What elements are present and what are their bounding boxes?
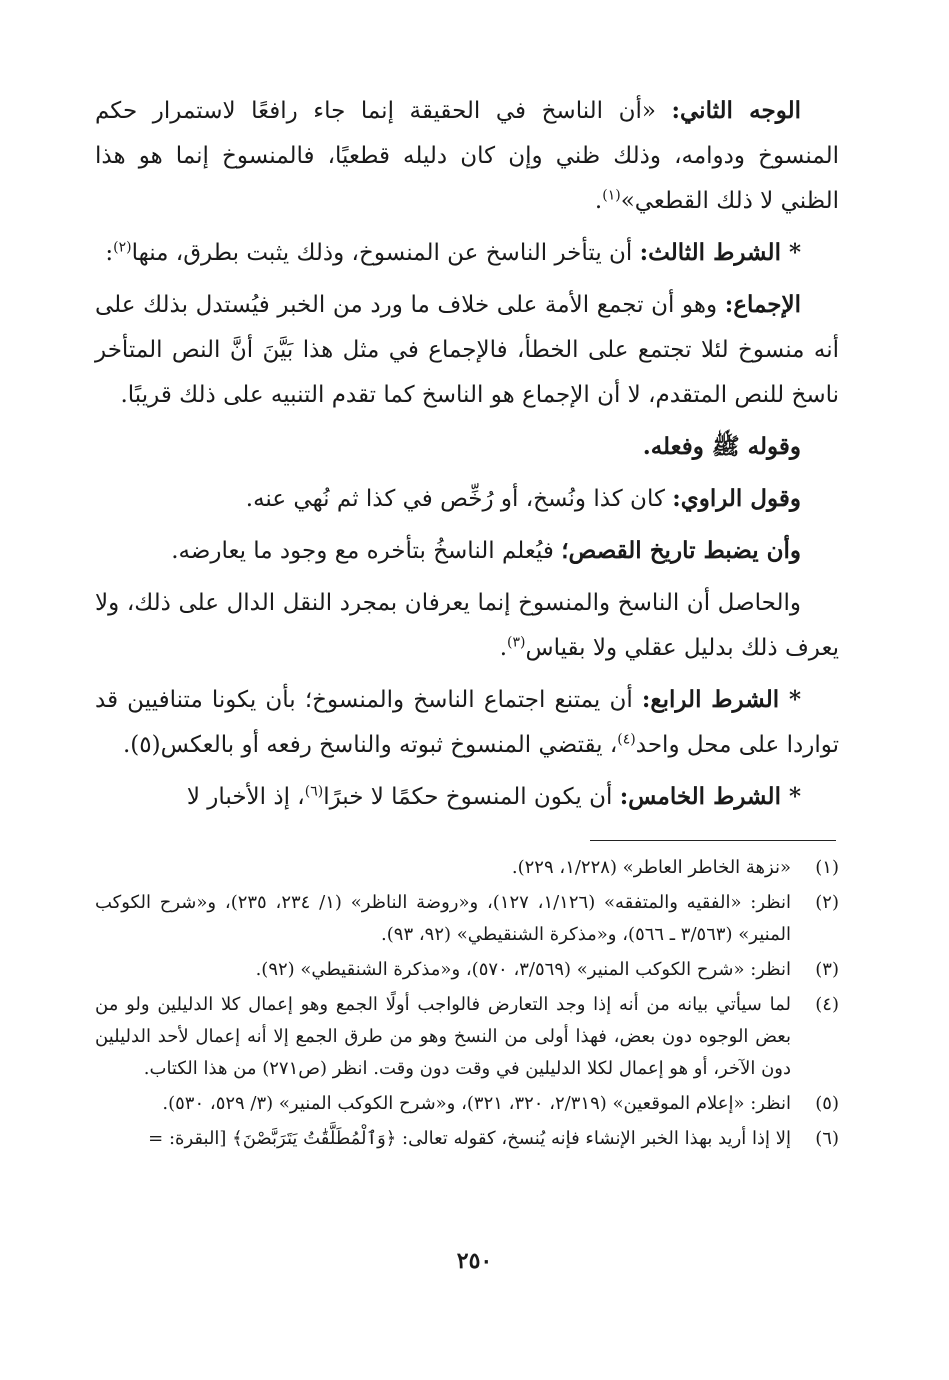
footnote-number: (٢) (815, 892, 839, 913)
paragraph (95, 528, 839, 574)
paragraph-lead: وقوله ﷺ وفعله. (642, 433, 801, 460)
paragraph-text: أن يتأخر الناسخ عن المنسوخ، وذلك يثبت بطرق، منها (131, 240, 640, 266)
footnotes (95, 852, 839, 1158)
paragraph-tail: . (594, 188, 603, 214)
footnote (95, 852, 839, 884)
paragraph-text: «أن الناسخ في الحقيقة إنما جاء رافعًا لاستمرار حكم المنسوخ ودوامه، وذلك ظني وإن كان دليله قطعيًا، فالمنسوخ إنما هو هذا الظني لا ذلك القطعي» (95, 98, 839, 214)
paragraph-lead: وأن يضبط تاريخ القصص؛ (561, 537, 801, 564)
footnote-text: إلا إذا أريد بهذا الخبر الإنشاء فإنه يُنسخ، كقوله تعالى: ﴿وَٱلْمُطَلَّقَٰتُ يَتَرَبَّصْنَ﴾ [البقرة: = (148, 1128, 791, 1149)
paragraph-text: وهو أن تجمع الأمة على خلاف ما ورد من الخبر فيُستدل بذلك على أنه منسوخ لئلا تجتمع على الخطأ، فالإجماع في مثل هذا بَيَّنَ أنَّ النص المتأخر ناسخ للنص المتقدم، لا أن الإجماع هو الناسخ كما تقدم التنبيه على ذلك قريبًا. (95, 292, 839, 408)
paragraph-lead: الوجه الثاني: (671, 97, 802, 124)
paragraph (95, 677, 839, 768)
footnote (95, 954, 839, 986)
paragraph-lead: * الشرط الخامس: (619, 783, 801, 810)
paragraph (95, 476, 839, 522)
footnote-number: (٣) (815, 959, 839, 980)
paragraph-text: أن يكون المنسوخ حكمًا لا خبرًا (323, 784, 620, 810)
paragraph (95, 424, 839, 470)
footnote-text: انظر: «شرح الكوكب المنير» (٣/٥٦٩، ٥٧٠)، و«مذكرة الشنقيطي» (٩٢). (255, 959, 791, 980)
footnote-text: «نزهة الخاطر العاطر» (١/٢٢٨، ٢٢٩). (511, 857, 791, 878)
footnote-number: (١) (815, 857, 839, 878)
footnote-number: (٤) (815, 994, 839, 1015)
footnote (95, 1123, 839, 1155)
footnote (95, 989, 839, 1085)
footnote-ref: (٢) (113, 239, 132, 256)
paragraph (95, 580, 839, 671)
paragraph (95, 230, 839, 276)
paragraph-tail: ، يقتضي المنسوخ ثبوته والناسخ رفعه أو بالعكس(٥). (123, 732, 618, 758)
paragraph-text: والحاصل أن الناسخ والمنسوخ إنما يعرفان بمجرد النقل الدال على ذلك، ولا يعرف ذلك بدليل عقلي ولا بقياس (95, 590, 839, 661)
paragraph-lead: وقول الراوي: (672, 485, 801, 512)
paragraph-text: فيُعلم الناسخُ بتأخره مع وجود ما يعارضه. (171, 538, 562, 564)
footnote-ref: (٤) (617, 731, 636, 748)
page-number: ٢٥٠ (456, 1248, 493, 1274)
footnote (95, 1088, 839, 1120)
footnote-ref: (٣) (507, 634, 526, 651)
footnote-ref: (١) (602, 187, 621, 204)
footnote-text: انظر: «الفقيه والمتفقه» (١/١٢٦، ١٢٧)، و«روضة الناظر» (١/ ٢٣٤، ٢٣٥)، و«شرح الكوكب المنير» (٣/٥٦٣ ـ ٥٦٦)، و«مذكرة الشنقيطي» (٩٢، ٩٣). (95, 892, 792, 945)
paragraph (95, 774, 839, 820)
footnote (95, 887, 839, 951)
footnote-text: انظر: «إعلام الموقعين» (٢/٣١٩، ٣٢٠، ٣٢١)، و«شرح الكوكب المنير» (٣/ ٥٢٩، ٥٣٠). (162, 1093, 791, 1114)
paragraph-text: أن يمتنع اجتماع الناسخ والمنسوخ؛ بأن يكونا متنافيين قد تواردا على محل واحد (95, 687, 839, 758)
paragraph-tail: . (499, 635, 508, 661)
paragraph (95, 88, 839, 224)
paragraph-text: كان كذا ونُسخ، أو رُخِّص في كذا ثم نُهي عنه. (245, 486, 673, 512)
paragraph-lead: * الشرط الثالث: (639, 239, 801, 266)
footnote-ref: (٦) (304, 783, 324, 800)
paragraph-tail: ، إذ الأخبار لا (186, 784, 305, 810)
paragraph-tail: : (105, 240, 114, 266)
paragraph (95, 282, 839, 418)
footnote-text: لما سيأتي بيانه من أنه إذا وجد التعارض فالواجب أولًا الجمع وهو إعمال كلا الدليلين ولو من بعض الوجوه دون بعض، فهذا أولى من النسخ وهو من طرق الجمع إلا أنه إعمال لأحد الدليلين دون الآخر، أو هو إعمال لكلا الدليلين في وقت دون وقت. انظر (ص٢٧١) من هذا الكتاب. (95, 994, 791, 1079)
paragraph-lead: * الشرط الرابع: (641, 686, 801, 713)
paragraph-lead: الإجماع: (724, 291, 801, 318)
footnote-number: (٦) (815, 1128, 839, 1149)
main-text (95, 88, 839, 826)
footnote-divider (590, 840, 836, 841)
footnote-number: (٥) (815, 1093, 839, 1114)
